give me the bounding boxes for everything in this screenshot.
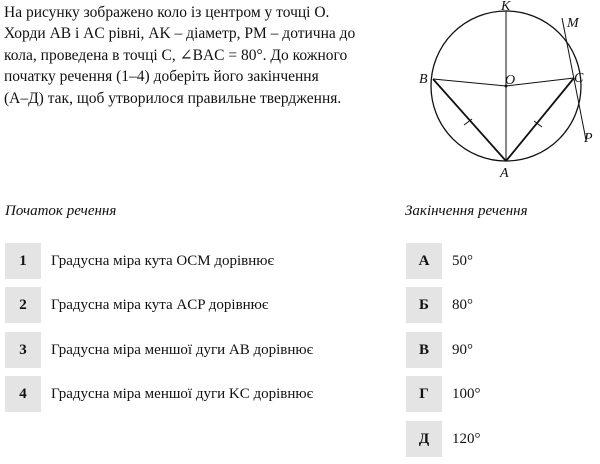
label-p: P xyxy=(584,131,593,146)
ending-letter: В xyxy=(406,332,442,368)
ending-row-v xyxy=(406,332,473,368)
ending-letter: Г xyxy=(406,376,442,412)
beginning-row-2 xyxy=(5,287,268,323)
ending-value: 100° xyxy=(452,385,481,402)
chord-ab xyxy=(433,79,506,161)
radius-ob xyxy=(433,79,506,86)
problem-statement xyxy=(4,2,399,109)
ending-row-g xyxy=(406,376,481,412)
beginning-number: 1 xyxy=(5,243,41,279)
ending-row-b xyxy=(406,287,473,323)
beginning-number: 3 xyxy=(5,332,41,368)
ending-row-d xyxy=(406,421,481,457)
ending-row-a xyxy=(406,243,473,279)
ending-value: 120° xyxy=(452,430,481,447)
beginnings-header: Початок речення xyxy=(5,203,117,219)
circle-figure xyxy=(414,0,600,186)
label-k: K xyxy=(501,0,511,14)
beginning-text: Градусна міра кута ACP дорівнює xyxy=(51,296,269,313)
beginning-text: Градусна міра меншої дуги AB дорівнює xyxy=(51,341,314,358)
label-m: M xyxy=(567,16,579,31)
ending-value: 90° xyxy=(452,341,473,358)
beginning-text: Градусна міра кута OCM дорівнює xyxy=(51,252,274,269)
radius-oc xyxy=(506,78,574,86)
ending-letter: А xyxy=(406,243,442,279)
beginning-number: 2 xyxy=(5,287,41,323)
problem-line-1: На рисунку зображено коло із центром у точці O. xyxy=(4,4,330,21)
problem-line-4: початку речення (1–4) доберіть його закінчення xyxy=(4,68,319,86)
problem-line-3: кола, проведена в точці C, ∠BAC = 80°. До кожного xyxy=(4,46,348,64)
ending-value: 80° xyxy=(452,296,473,313)
beginning-row-1 xyxy=(5,243,274,279)
problem-line-2: Хорди AB і AC рівні, AK – діаметр, PM – дотична до xyxy=(4,25,356,43)
label-c: C xyxy=(574,71,584,86)
ending-letter: Б xyxy=(406,287,442,323)
beginning-row-4 xyxy=(5,376,313,412)
beginning-number: 4 xyxy=(5,376,41,412)
endings-header: Закінчення речення xyxy=(405,203,528,219)
label-o: O xyxy=(505,73,516,88)
ending-value: 50° xyxy=(452,252,473,269)
label-a: A xyxy=(500,166,509,181)
beginning-row-3 xyxy=(5,332,313,368)
chord-ac xyxy=(506,78,574,161)
ending-letter: Д xyxy=(406,421,442,457)
label-b: B xyxy=(419,72,428,87)
problem-line-5: (А–Д) так, щоб утворилося правильне твердження. xyxy=(4,89,342,107)
beginning-text: Градусна міра меншої дуги KC дорівнює xyxy=(51,385,314,402)
